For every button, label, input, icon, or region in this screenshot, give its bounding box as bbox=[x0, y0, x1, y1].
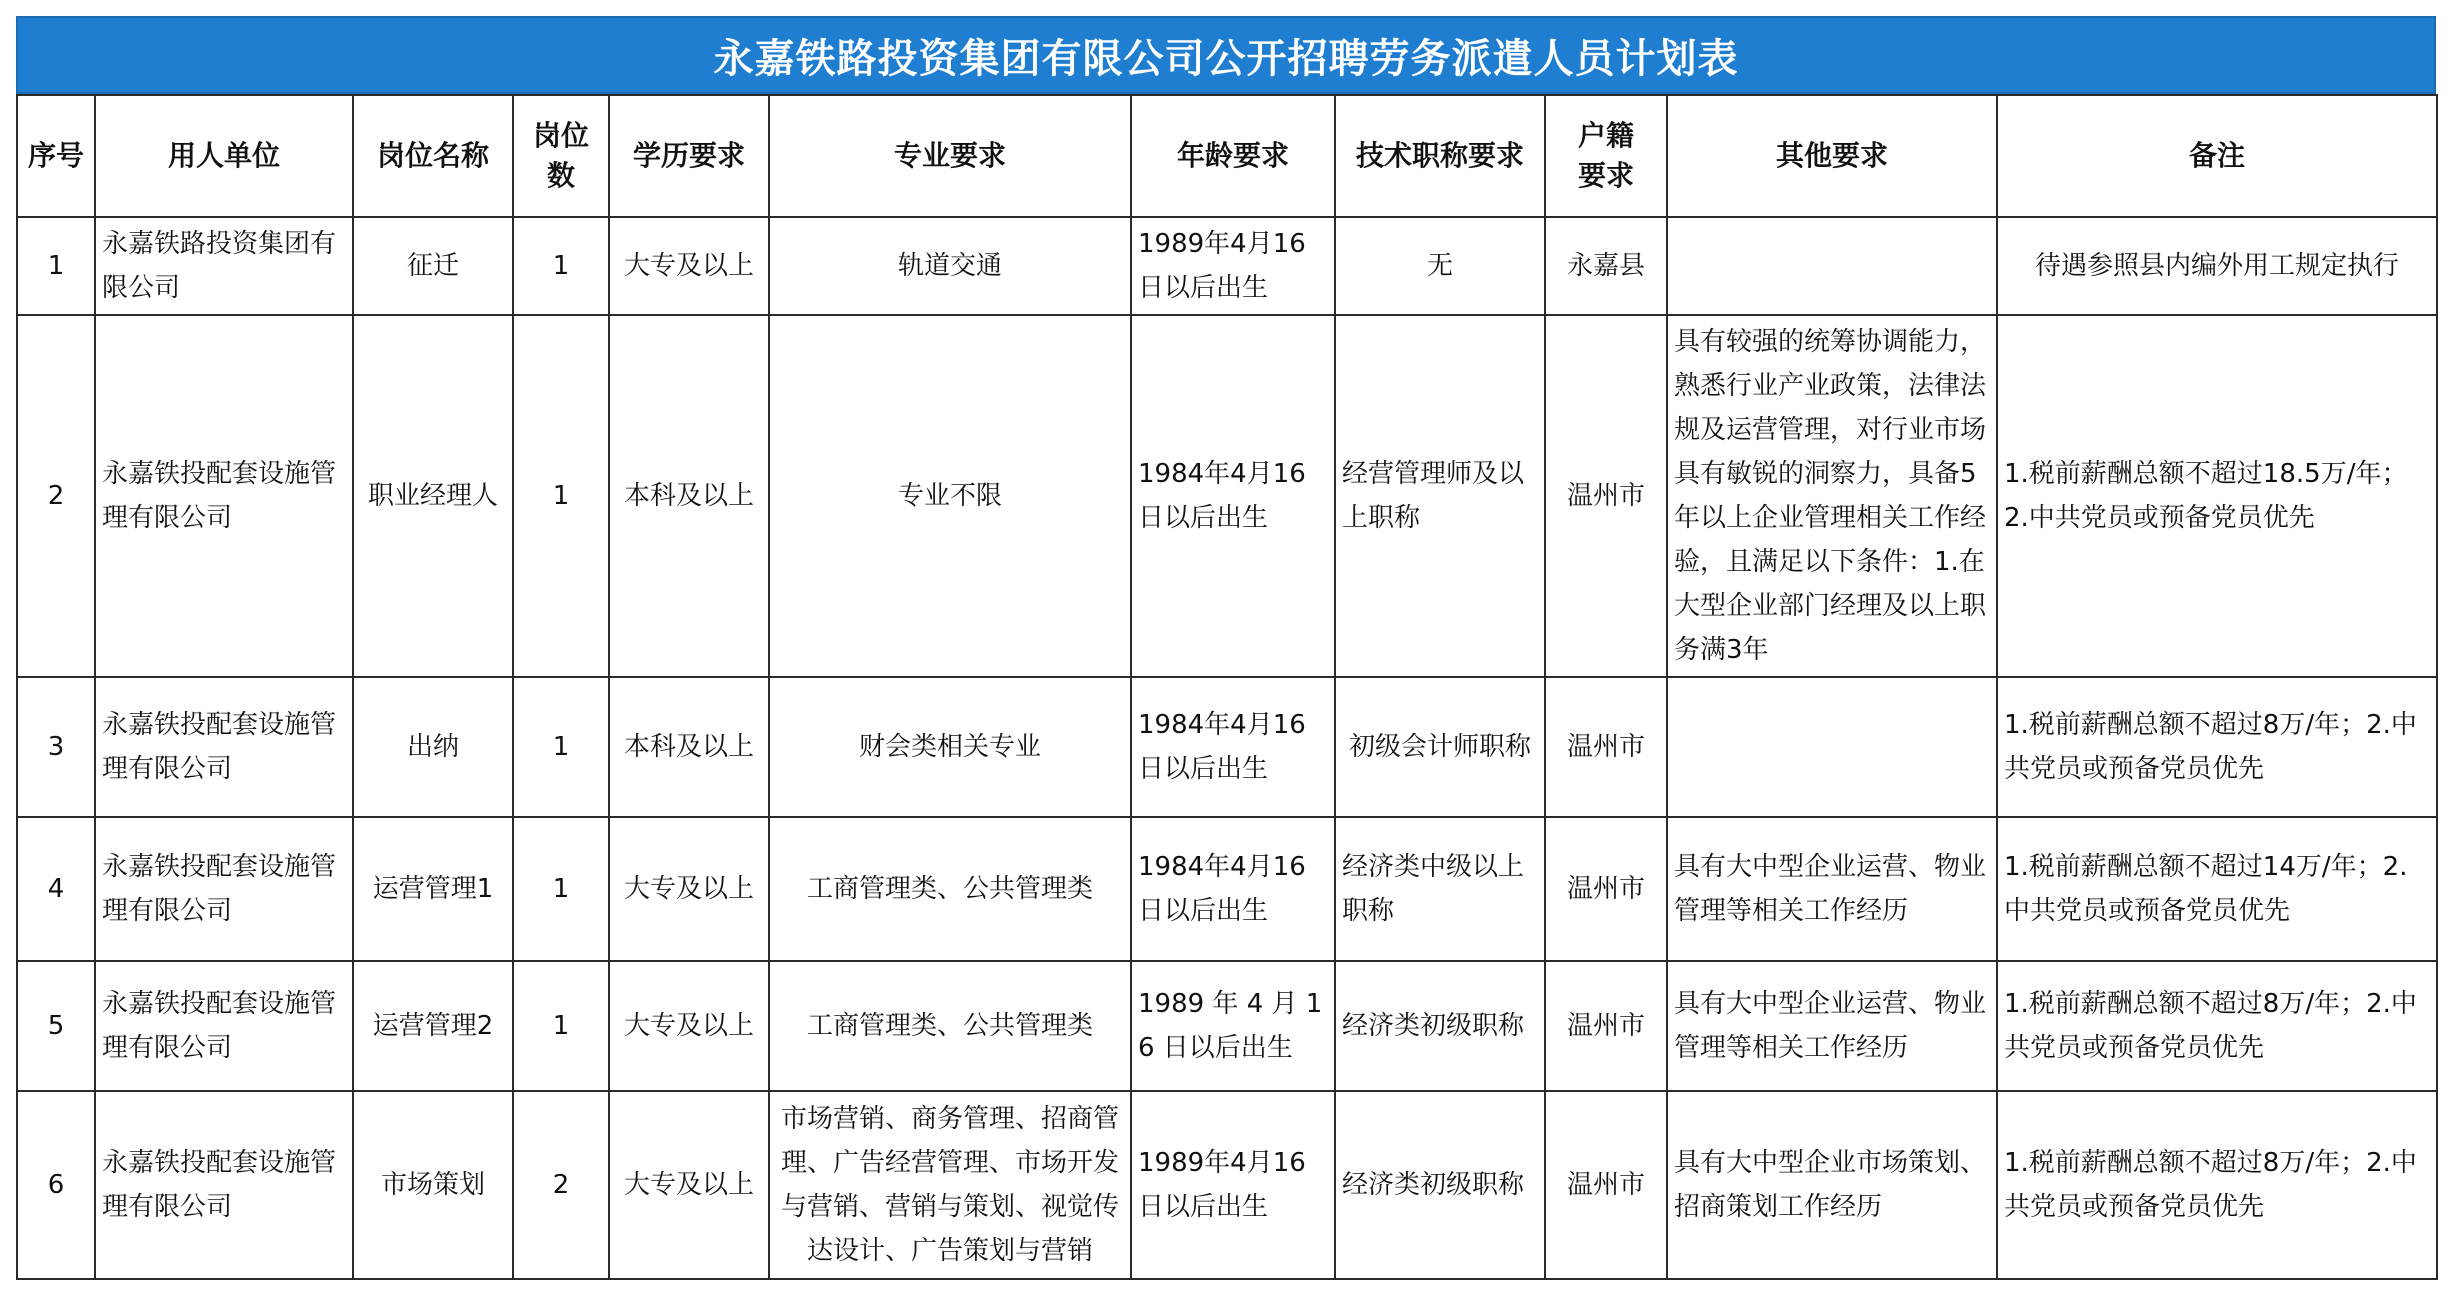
header-age: 年龄要求 bbox=[1131, 95, 1335, 217]
cell-post: 运营管理1 bbox=[353, 817, 513, 961]
cell-age: 1989年4月16日以后出生 bbox=[1131, 1091, 1335, 1279]
cell-seq: 5 bbox=[17, 961, 95, 1091]
cell-seq: 6 bbox=[17, 1091, 95, 1279]
cell-seq: 2 bbox=[17, 315, 95, 677]
header-row bbox=[17, 95, 2437, 217]
cell-tech: 经济类初级职称 bbox=[1335, 961, 1545, 1091]
header-major: 专业要求 bbox=[769, 95, 1131, 217]
cell-tech: 经济类初级职称 bbox=[1335, 1091, 1545, 1279]
cell-major: 专业不限 bbox=[769, 315, 1131, 677]
cell-other: 具有较强的统筹协调能力，熟悉行业产业政策，法律法规及运营管理，对行业市场具有敏锐的洞察力，具备5年以上企业管理相关工作经验，且满足以下条件：1.在大型企业部门经理及以上职务满3年 bbox=[1667, 315, 1997, 677]
table-row bbox=[17, 817, 2437, 961]
cell-major: 工商管理类、公共管理类 bbox=[769, 817, 1131, 961]
cell-unit: 永嘉铁路投资集团有限公司 bbox=[95, 217, 353, 315]
cell-post: 运营管理2 bbox=[353, 961, 513, 1091]
table-row bbox=[17, 315, 2437, 677]
recruitment-table bbox=[16, 94, 2438, 1280]
cell-other bbox=[1667, 217, 1997, 315]
cell-other: 具有大中型企业运营、物业管理等相关工作经历 bbox=[1667, 817, 1997, 961]
header-post: 岗位名称 bbox=[353, 95, 513, 217]
cell-count: 1 bbox=[513, 677, 609, 817]
cell-tech: 经济类中级以上职称 bbox=[1335, 817, 1545, 961]
cell-major: 轨道交通 bbox=[769, 217, 1131, 315]
recruitment-plan bbox=[16, 16, 2436, 1280]
cell-edu: 大专及以上 bbox=[609, 217, 769, 315]
header-unit: 用人单位 bbox=[95, 95, 353, 217]
cell-note: 待遇参照县内编外用工规定执行 bbox=[1997, 217, 2437, 315]
cell-seq: 3 bbox=[17, 677, 95, 817]
cell-seq: 1 bbox=[17, 217, 95, 315]
table-row bbox=[17, 1091, 2437, 1279]
cell-age: 1984年4月16日以后出生 bbox=[1131, 677, 1335, 817]
cell-unit: 永嘉铁投配套设施管理有限公司 bbox=[95, 817, 353, 961]
cell-other: 具有大中型企业市场策划、招商策划工作经历 bbox=[1667, 1091, 1997, 1279]
cell-huji: 永嘉县 bbox=[1545, 217, 1667, 315]
cell-seq: 4 bbox=[17, 817, 95, 961]
cell-major: 工商管理类、公共管理类 bbox=[769, 961, 1131, 1091]
cell-huji: 温州市 bbox=[1545, 315, 1667, 677]
header-seq: 序号 bbox=[17, 95, 95, 217]
cell-age: 1984年4月16日以后出生 bbox=[1131, 817, 1335, 961]
cell-age: 1989 年 4 月 16 日以后出生 bbox=[1131, 961, 1335, 1091]
cell-unit: 永嘉铁投配套设施管理有限公司 bbox=[95, 677, 353, 817]
cell-tech: 无 bbox=[1335, 217, 1545, 315]
cell-post: 市场策划 bbox=[353, 1091, 513, 1279]
cell-tech: 初级会计师职称 bbox=[1335, 677, 1545, 817]
cell-edu: 本科及以上 bbox=[609, 677, 769, 817]
table-title: 永嘉铁路投资集团有限公司公开招聘劳务派遣人员计划表 bbox=[16, 16, 2436, 94]
cell-count: 1 bbox=[513, 315, 609, 677]
cell-count: 2 bbox=[513, 1091, 609, 1279]
header-count: 岗位数 bbox=[513, 95, 609, 217]
cell-note: 1.税前薪酬总额不超过8万/年；2.中共党员或预备党员优先 bbox=[1997, 677, 2437, 817]
cell-note: 1.税前薪酬总额不超过8万/年；2.中共党员或预备党员优先 bbox=[1997, 1091, 2437, 1279]
cell-edu: 本科及以上 bbox=[609, 315, 769, 677]
cell-post: 出纳 bbox=[353, 677, 513, 817]
cell-count: 1 bbox=[513, 817, 609, 961]
cell-edu: 大专及以上 bbox=[609, 817, 769, 961]
cell-tech: 经营管理师及以上职称 bbox=[1335, 315, 1545, 677]
table-row bbox=[17, 677, 2437, 817]
cell-unit: 永嘉铁投配套设施管理有限公司 bbox=[95, 1091, 353, 1279]
cell-post: 征迁 bbox=[353, 217, 513, 315]
cell-note: 1.税前薪酬总额不超过8万/年；2.中共党员或预备党员优先 bbox=[1997, 961, 2437, 1091]
cell-age: 1984年4月16日以后出生 bbox=[1131, 315, 1335, 677]
cell-post: 职业经理人 bbox=[353, 315, 513, 677]
header-huji: 户籍要求 bbox=[1545, 95, 1667, 217]
header-note: 备注 bbox=[1997, 95, 2437, 217]
cell-huji: 温州市 bbox=[1545, 1091, 1667, 1279]
cell-edu: 大专及以上 bbox=[609, 1091, 769, 1279]
table-row bbox=[17, 961, 2437, 1091]
cell-count: 1 bbox=[513, 217, 609, 315]
cell-age: 1989年4月16日以后出生 bbox=[1131, 217, 1335, 315]
cell-other bbox=[1667, 677, 1997, 817]
header-other: 其他要求 bbox=[1667, 95, 1997, 217]
cell-note: 1.税前薪酬总额不超过14万/年；2.中共党员或预备党员优先 bbox=[1997, 817, 2437, 961]
cell-unit: 永嘉铁投配套设施管理有限公司 bbox=[95, 961, 353, 1091]
cell-huji: 温州市 bbox=[1545, 817, 1667, 961]
cell-count: 1 bbox=[513, 961, 609, 1091]
cell-other: 具有大中型企业运营、物业管理等相关工作经历 bbox=[1667, 961, 1997, 1091]
cell-edu: 大专及以上 bbox=[609, 961, 769, 1091]
cell-huji: 温州市 bbox=[1545, 677, 1667, 817]
header-edu: 学历要求 bbox=[609, 95, 769, 217]
cell-note: 1.税前薪酬总额不超过18.5万/年；2.中共党员或预备党员优先 bbox=[1997, 315, 2437, 677]
header-tech: 技术职称要求 bbox=[1335, 95, 1545, 217]
table-row bbox=[17, 217, 2437, 315]
cell-major: 市场营销、商务管理、招商管理、广告经营管理、市场开发与营销、营销与策划、视觉传达设计、广告策划与营销 bbox=[769, 1091, 1131, 1279]
cell-major: 财会类相关专业 bbox=[769, 677, 1131, 817]
cell-huji: 温州市 bbox=[1545, 961, 1667, 1091]
cell-unit: 永嘉铁投配套设施管理有限公司 bbox=[95, 315, 353, 677]
